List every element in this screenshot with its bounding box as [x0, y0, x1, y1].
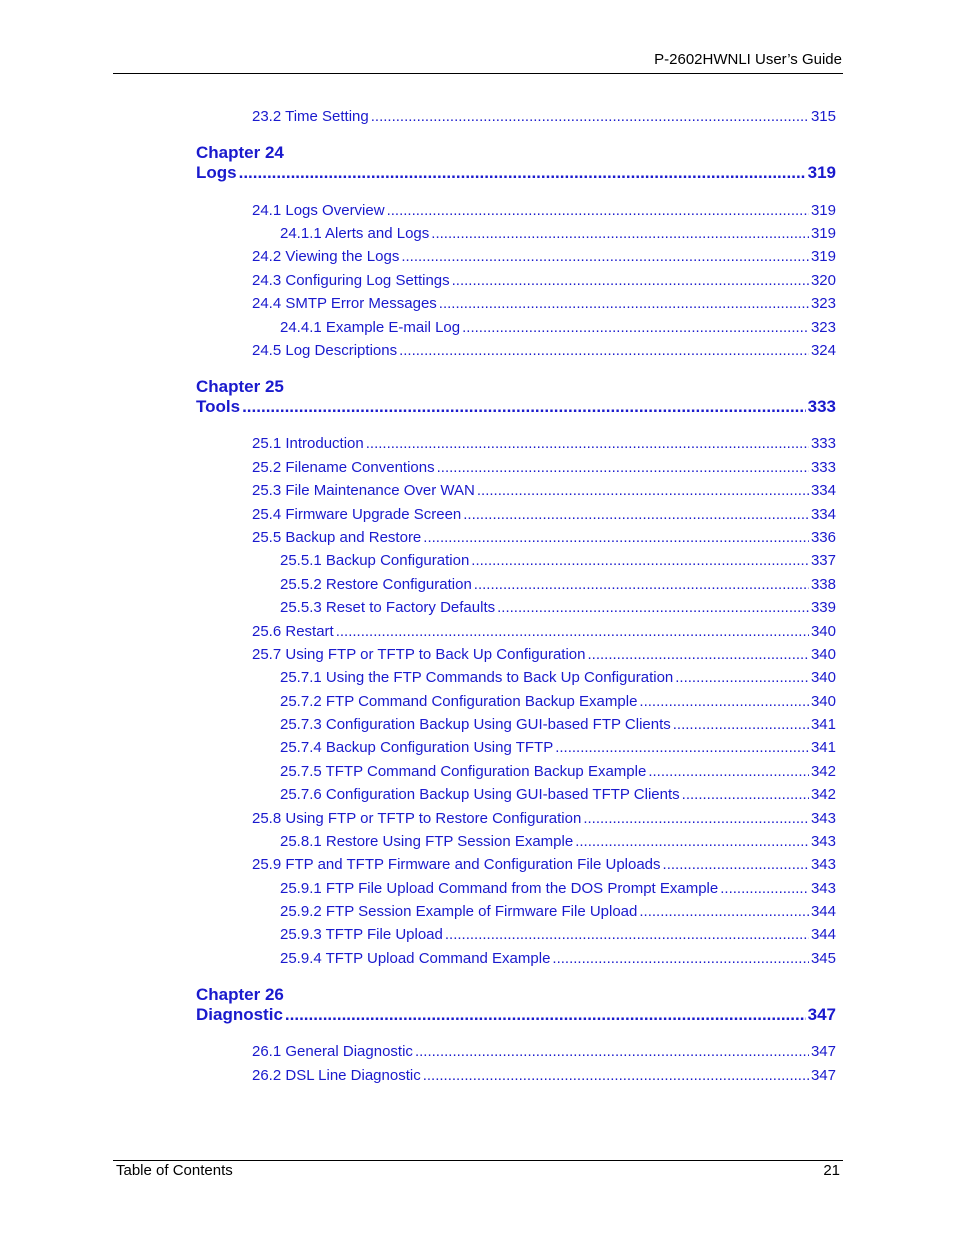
toc-entry-title: 25.7.2 FTP Command Configuration Backup Example — [280, 693, 638, 710]
toc-page-number: 338 — [810, 576, 836, 593]
toc-leader-dots — [682, 786, 809, 803]
toc-entry-title: 25.7.1 Using the FTP Commands to Back Up Configuration — [280, 669, 674, 686]
toc-entry-title: 25.9.3 TFTP File Upload — [280, 926, 443, 943]
toc-entry-link[interactable] — [280, 716, 836, 733]
toc-leader-dots — [497, 599, 809, 616]
toc-chapter-link[interactable] — [196, 163, 836, 183]
toc-leader-dots — [555, 739, 809, 756]
toc-page-number: 339 — [810, 599, 836, 616]
toc-page-number: 345 — [810, 950, 836, 967]
toc-entry-link[interactable] — [252, 623, 836, 640]
toc-leader-dots — [452, 272, 809, 289]
toc-page-number: 319 — [810, 202, 836, 219]
toc-page-number: 342 — [810, 786, 836, 803]
toc-page-number: 340 — [810, 623, 836, 640]
toc-entry-link[interactable] — [280, 739, 836, 756]
toc-entry-title: 25.2 Filename Conventions — [252, 459, 435, 476]
toc-page-number: 343 — [810, 810, 836, 827]
toc-leader-dots — [583, 810, 809, 827]
toc-entry-link[interactable] — [252, 646, 836, 663]
toc-page-number: 341 — [810, 716, 836, 733]
toc-entry-title: 25.5.3 Reset to Factory Defaults — [280, 599, 496, 616]
toc-entry-link[interactable] — [280, 763, 836, 780]
toc-entry-title: 24.4.1 Example E-mail Log — [280, 319, 461, 336]
toc-page-number: 320 — [810, 272, 836, 289]
toc-entry-title: 24.4 SMTP Error Messages — [252, 295, 437, 312]
toc-entry-title: 24.1.1 Alerts and Logs — [280, 225, 430, 242]
toc-entry-link[interactable] — [252, 108, 836, 125]
toc-page-number: 333 — [807, 397, 836, 416]
toc-entry-link[interactable] — [252, 856, 836, 873]
toc-page-number: 336 — [810, 529, 836, 546]
toc-leader-dots — [285, 1005, 806, 1025]
toc-page-number: 319 — [807, 163, 836, 182]
toc-entry-link[interactable] — [280, 225, 836, 242]
toc-leader-dots — [639, 903, 809, 920]
toc-page-number: 324 — [810, 342, 836, 359]
toc-entry-title: 25.7.6 Configuration Backup Using GUI-based TFTP Clients — [280, 786, 680, 803]
toc-leader-dots — [639, 693, 809, 710]
toc-leader-dots — [445, 926, 809, 943]
toc-leader-dots — [663, 856, 809, 873]
toc-chapter-title: Logs — [196, 163, 237, 182]
toc-entry-link[interactable] — [280, 669, 836, 686]
toc-entry-title: 25.6 Restart — [252, 623, 334, 640]
toc-page-number: 347 — [810, 1067, 836, 1084]
toc-leader-dots — [588, 646, 809, 663]
toc-entry-link[interactable] — [252, 295, 836, 312]
toc-entry-title: 24.5 Log Descriptions — [252, 342, 398, 359]
toc-leader-dots — [431, 225, 809, 242]
toc-entry-link[interactable] — [280, 599, 836, 616]
toc-leader-dots — [399, 342, 809, 359]
toc-entry-title: 25.5.1 Backup Configuration — [280, 552, 470, 569]
toc-page-number: 347 — [810, 1043, 836, 1060]
toc-page-number: 340 — [810, 693, 836, 710]
toc-page-number: 337 — [810, 552, 836, 569]
toc-entry-link[interactable] — [280, 903, 836, 920]
toc-entry-link[interactable] — [280, 786, 836, 803]
toc-chapter-title: Diagnostic — [196, 1005, 283, 1024]
toc-entry-title: 25.5.2 Restore Configuration — [280, 576, 472, 593]
toc-leader-dots — [423, 529, 809, 546]
toc-entry-link[interactable] — [280, 926, 836, 943]
toc-entry-title: 25.8.1 Restore Using FTP Session Example — [280, 833, 574, 850]
toc-page-number: 315 — [810, 108, 836, 125]
toc-page-number: 333 — [810, 435, 836, 452]
toc-chapter-link[interactable] — [196, 1005, 836, 1025]
toc-leader-dots — [242, 397, 806, 417]
toc-entry-link[interactable] — [280, 552, 836, 569]
chapter-label[interactable]: Chapter 26 — [196, 985, 284, 1004]
footer-page-number: 21 — [823, 1162, 840, 1179]
toc-entry-title: 25.7.5 TFTP Command Configuration Backup Example — [280, 763, 647, 780]
toc-entry-title: 25.4 Firmware Upgrade Screen — [252, 506, 462, 523]
toc-entry-title: 25.7.4 Backup Configuration Using TFTP — [280, 739, 554, 756]
toc-entry-link[interactable] — [280, 950, 836, 967]
toc-entry-title: 25.3 File Maintenance Over WAN — [252, 482, 475, 499]
toc-entry-title: 25.1 Introduction — [252, 435, 364, 452]
toc-entry-link[interactable] — [252, 342, 836, 359]
toc-page-number: 342 — [810, 763, 836, 780]
toc-page-number: 333 — [810, 459, 836, 476]
toc-entry-link[interactable] — [252, 435, 836, 452]
toc-entry-title: 25.8 Using FTP or TFTP to Restore Configuration — [252, 810, 582, 827]
toc-leader-dots — [239, 163, 806, 183]
toc-entry-title: 24.2 Viewing the Logs — [252, 248, 400, 265]
toc-entry-title: 25.5 Backup and Restore — [252, 529, 422, 546]
toc-entry-link[interactable] — [252, 272, 836, 289]
toc-entry-link[interactable] — [252, 529, 836, 546]
toc-entry-link[interactable] — [252, 459, 836, 476]
toc-page-number: 319 — [810, 248, 836, 265]
toc-leader-dots — [423, 1067, 809, 1084]
toc-entry-title: 23.2 Time Setting — [252, 108, 369, 125]
toc-chapter-link[interactable] — [196, 397, 836, 417]
toc-entry-link[interactable] — [252, 1067, 836, 1084]
toc-entry-link[interactable] — [252, 482, 836, 499]
toc-page-number: 343 — [810, 833, 836, 850]
toc-leader-dots — [387, 202, 809, 219]
toc-entry-link[interactable] — [280, 880, 836, 897]
toc-page-number: 340 — [810, 669, 836, 686]
footer-section-name: Table of Contents — [116, 1162, 233, 1179]
toc-page-number: 319 — [810, 225, 836, 242]
toc-entry-title: 25.7.3 Configuration Backup Using GUI-based FTP Clients — [280, 716, 671, 733]
toc-page-number: 334 — [810, 482, 836, 499]
header-divider — [113, 73, 843, 74]
toc-entry-title: 26.1 General Diagnostic — [252, 1043, 413, 1060]
toc-entry-title: 25.9.4 TFTP Upload Command Example — [280, 950, 551, 967]
toc-leader-dots — [415, 1043, 809, 1060]
toc-leader-dots — [673, 716, 809, 733]
chapter-label[interactable]: Chapter 24 — [196, 143, 284, 162]
toc-leader-dots — [401, 248, 809, 265]
toc-chapter-title: Tools — [196, 397, 241, 416]
toc-entry-link[interactable] — [252, 248, 836, 265]
toc-entry-link[interactable] — [280, 576, 836, 593]
toc-page-number: 343 — [810, 856, 836, 873]
toc-page-number: 323 — [810, 319, 836, 336]
toc-entry-link[interactable] — [252, 506, 836, 523]
toc-leader-dots — [437, 459, 809, 476]
toc-leader-dots — [462, 319, 809, 336]
toc-leader-dots — [471, 552, 809, 569]
chapter-label[interactable]: Chapter 25 — [196, 377, 284, 396]
toc-page-number: 341 — [810, 739, 836, 756]
toc-leader-dots — [366, 435, 809, 452]
toc-leader-dots — [477, 482, 809, 499]
toc-entry-title: 25.9 FTP and TFTP Firmware and Configuration File Uploads — [252, 856, 661, 873]
toc-entry-link[interactable] — [280, 319, 836, 336]
toc-entry-title: 24.1 Logs Overview — [252, 202, 385, 219]
toc-leader-dots — [463, 506, 809, 523]
toc-page-number: 343 — [810, 880, 836, 897]
toc-entry-link[interactable] — [252, 810, 836, 827]
toc-entry-title: 25.9.2 FTP Session Example of Firmware File Upload — [280, 903, 638, 920]
toc-leader-dots — [336, 623, 809, 640]
toc-entry-link[interactable] — [280, 833, 836, 850]
toc-entry-link[interactable] — [252, 1043, 836, 1060]
toc-leader-dots — [439, 295, 809, 312]
toc-leader-dots — [474, 576, 809, 593]
toc-page-number: 344 — [810, 926, 836, 943]
toc-entry-title: 25.9.1 FTP File Upload Command from the DOS Prompt Example — [280, 880, 719, 897]
toc-leader-dots — [675, 669, 809, 686]
page-header-title: P-2602HWNLI User’s Guide — [654, 51, 842, 68]
footer-divider — [113, 1160, 843, 1161]
toc-leader-dots — [648, 763, 809, 780]
toc-page-number: 323 — [810, 295, 836, 312]
toc-entry-title: 24.3 Configuring Log Settings — [252, 272, 450, 289]
toc-page-number: 334 — [810, 506, 836, 523]
toc-page-number: 347 — [807, 1005, 836, 1024]
toc-leader-dots — [575, 833, 809, 850]
toc-leader-dots — [371, 108, 809, 125]
toc-leader-dots — [720, 880, 809, 897]
toc-entry-link[interactable] — [280, 693, 836, 710]
toc-entry-title: 26.2 DSL Line Diagnostic — [252, 1067, 421, 1084]
toc-entry-title: 25.7 Using FTP or TFTP to Back Up Configuration — [252, 646, 586, 663]
toc-page-number: 340 — [810, 646, 836, 663]
toc-entry-link[interactable] — [252, 202, 836, 219]
toc-page-number: 344 — [810, 903, 836, 920]
toc-leader-dots — [552, 950, 809, 967]
